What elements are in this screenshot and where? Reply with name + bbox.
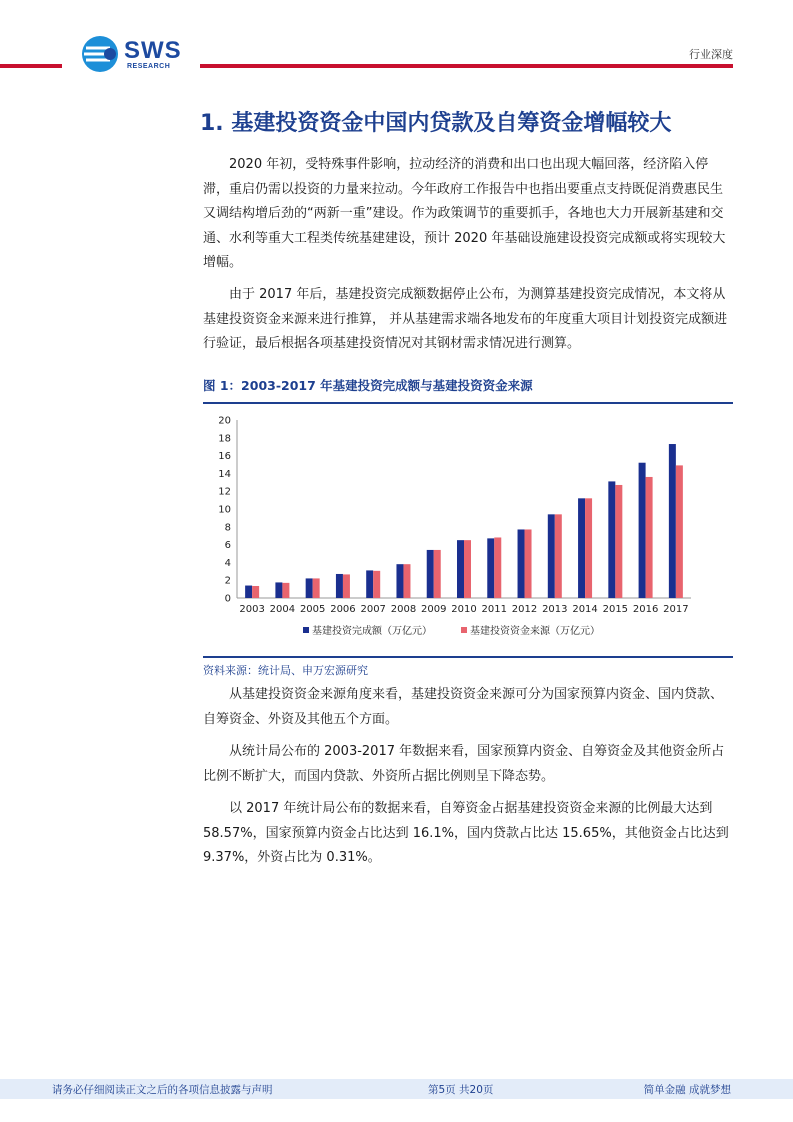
y-tick-label: 4: [224, 557, 231, 569]
legend-label: 基建投资资金来源（万亿元）: [470, 626, 600, 637]
y-tick-label: 8: [224, 522, 231, 534]
header-rule: [0, 64, 62, 68]
bar: [548, 514, 555, 598]
x-tick-label: 2003: [239, 604, 265, 615]
bar: [464, 540, 471, 598]
x-tick-label: 2007: [360, 604, 386, 615]
bar: [494, 537, 501, 598]
bar: [245, 586, 252, 598]
legend-swatch: [303, 627, 309, 633]
x-tick-label: 2004: [269, 604, 296, 615]
bar: [487, 538, 494, 598]
bar: [676, 465, 683, 598]
bar: [434, 550, 441, 598]
page-number: 第5页 共20页: [428, 1084, 494, 1096]
bar: [639, 463, 646, 598]
bar: [646, 477, 653, 598]
bar: [313, 578, 320, 598]
paragraph: 从基建投资资金来源角度来看，基建投资资金来源可分为国家预算内资金、国内贷款、自筹资金、外资及其他五个方面。: [203, 687, 724, 727]
y-tick-label: 2: [224, 575, 231, 587]
x-tick-label: 2012: [511, 604, 538, 615]
x-tick-label: 2009: [421, 604, 447, 615]
bar: [578, 498, 585, 598]
sws-logo-icon: [80, 34, 120, 74]
bar: [608, 481, 615, 598]
x-tick-label: 2008: [390, 604, 417, 615]
bar: [366, 570, 373, 598]
y-tick-label: 12: [218, 486, 231, 498]
figure-source: 资料来源：统计局、申万宏源研究: [203, 664, 368, 677]
paragraph: 以 2017 年统计局公布的数据来看，自筹资金占据基建投资资金来源的比例最大达到 58.57%，国家预算内资金占比达到 16.1%，国内贷款占比达 15.65%，其他资金占比达到 9.37%，外资占比为 0.31%。: [203, 801, 729, 865]
x-tick-label: 2010: [451, 604, 477, 615]
footer-slogan: 简单金融 成就梦想: [643, 1084, 731, 1096]
header-rule: [200, 64, 733, 68]
x-tick-label: 2011: [481, 604, 507, 615]
y-tick-label: 10: [218, 504, 231, 516]
figure-rule-top: [203, 402, 733, 404]
bar: [396, 564, 403, 598]
section-title: 1. 基建投资资金中国内贷款及自筹资金增幅较大: [200, 111, 672, 136]
bar: [343, 574, 350, 598]
paragraph: 从统计局公布的 2003-2017 年数据来看，国家预算内资金、自筹资金及其他资金所占比例不断扩大，而国内贷款、外资所占据比例则呈下降态势。: [203, 744, 725, 784]
y-tick-label: 18: [218, 433, 231, 445]
x-tick-label: 2015: [602, 604, 629, 615]
report-category-tag: 行业深度: [689, 48, 733, 61]
y-tick-label: 20: [218, 415, 231, 427]
bar: [518, 529, 525, 598]
legend-label: 基建投资完成额（万亿元）: [312, 626, 432, 637]
legend-swatch: [461, 627, 467, 633]
bar: [457, 540, 464, 598]
bar: [555, 514, 562, 598]
bar: [525, 529, 532, 598]
y-tick-label: 6: [224, 540, 231, 552]
y-tick-label: 0: [224, 593, 231, 605]
figure-rule-bottom: [203, 656, 733, 658]
bar: [403, 564, 410, 598]
footer-disclaimer: 请务必仔细阅读正文之后的各项信息披露与声明: [52, 1084, 273, 1096]
bar: [336, 574, 343, 598]
footer-bar: [0, 1079, 793, 1099]
paragraph: 由于 2017 年后，基建投资完成额数据停止公布，为测算基建投资完成情况，本文将从基建投资资金来源来进行推算， 并从基建需求端各地发布的年度重大项目计划投资完成额进行验证，最后根据各项基建投资情况对其钢材需求情况进行测算。: [203, 287, 728, 351]
figure-title: 图 1：2003-2017 年基建投资完成额与基建投资资金来源: [203, 378, 533, 393]
x-tick-label: 2016: [632, 604, 659, 615]
bar: [373, 571, 380, 598]
y-tick-label: 14: [218, 468, 231, 480]
bar: [427, 550, 434, 598]
x-tick-label: 2005: [299, 604, 326, 615]
x-tick-label: 2014: [572, 604, 598, 615]
bar: [275, 582, 282, 598]
y-tick-label: 16: [218, 451, 231, 463]
bar: [585, 498, 592, 598]
bar: [252, 586, 259, 598]
x-tick-label: 2013: [542, 604, 568, 615]
bar: [669, 444, 676, 598]
logo-subtext: RESEARCH: [127, 62, 171, 70]
logo-text: SWS: [124, 36, 182, 64]
x-tick-label: 2017: [663, 604, 689, 615]
bar: [282, 583, 289, 598]
paragraph: 2020 年初，受特殊事件影响，拉动经济的消费和出口也出现大幅回落，经济陷入停滞，重启仍需以投资的力量来拉动。今年政府工作报告中也指出要重点支持既促消费惠民生又调结构增后劲的“两新一重”建设。作为政策调节的重要抓手，各地也大力开展新基建和交通、水利等重大工程类传统基建建设，预计 2020 年基础设施建设投资完成额或将实现较大增幅。: [203, 157, 726, 270]
bar-chart: [203, 408, 733, 653]
bar: [615, 485, 622, 598]
x-tick-label: 2006: [330, 604, 356, 615]
logo: [80, 34, 182, 74]
bar: [306, 578, 313, 598]
